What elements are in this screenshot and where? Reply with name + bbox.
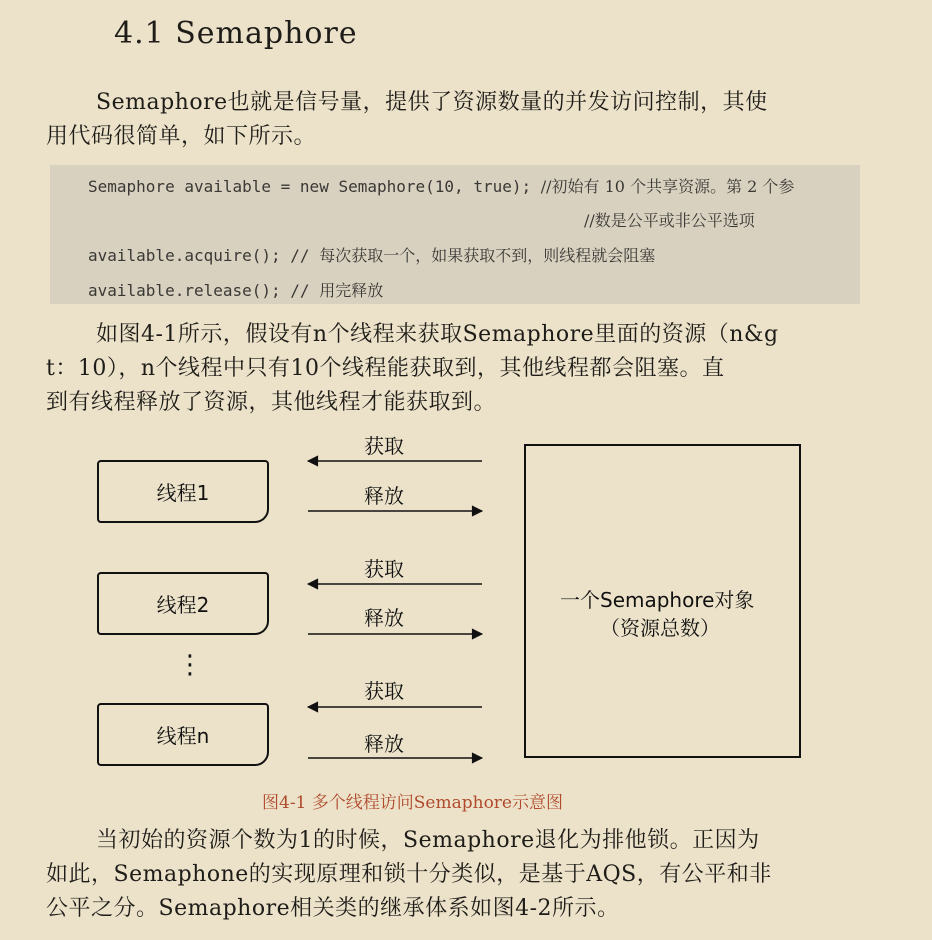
acquire-label-1: 获取	[364, 434, 404, 458]
intro-line-2: 用代码很简单，如下所示。	[46, 124, 317, 149]
code-comment: 每次获取一个，如果获取不到，则线程就会阻塞	[319, 246, 656, 265]
para2-line-3: 到有线程释放了资源，其他线程才能获取到。	[46, 390, 497, 415]
para2-line-2: t：10），n个线程中只有10个线程能获取到，其他线程都会阻塞。直	[46, 356, 725, 381]
code-comment: //数是公平或非公平选项	[584, 211, 755, 230]
acquire-label-3: 获取	[364, 679, 404, 703]
semaphore-label: 一个Semaphore对象	[560, 588, 755, 612]
ellipsis: ⋮	[177, 650, 203, 680]
release-label-2: 释放	[364, 606, 404, 630]
section-title: 4.1 Semaphore	[114, 16, 358, 51]
code-comment: //初始有 10 个共享资源。第 2 个参	[540, 177, 795, 196]
code-comment: 用完释放	[319, 281, 384, 300]
figure-caption: 图4-1 多个线程访问Semaphore示意图	[262, 793, 563, 813]
para3-line-2: 如此，Semaphone的实现原理和锁十分类似，是基于AQS，有公平和非	[46, 862, 772, 887]
code-text: available.acquire(); //	[88, 246, 320, 265]
para3-line-1: 当初始的资源个数为1的时候，Semaphore退化为排他锁。正因为	[96, 828, 760, 853]
semaphore-sublabel: （资源总数）	[600, 616, 720, 640]
intro-line-1: Semaphore也就是信号量，提供了资源数量的并发访问控制，其使	[96, 90, 768, 115]
thread-label: 线程n	[156, 724, 210, 748]
thread-label: 线程1	[156, 481, 210, 505]
para3-line-3: 公平之分。Semaphore相关类的继承体系如图4-2所示。	[46, 896, 620, 921]
code-text: Semaphore available = new Semaphore(10, true);	[88, 177, 541, 196]
release-label-1: 释放	[364, 484, 404, 508]
para2-line-1: 如图4-1所示，假设有n个线程来获取Semaphore里面的资源（n&g	[96, 322, 779, 347]
thread-label: 线程2	[156, 593, 210, 617]
acquire-label-2: 获取	[364, 557, 404, 581]
code-text: available.release(); //	[88, 281, 320, 300]
release-label-3: 释放	[364, 732, 404, 756]
